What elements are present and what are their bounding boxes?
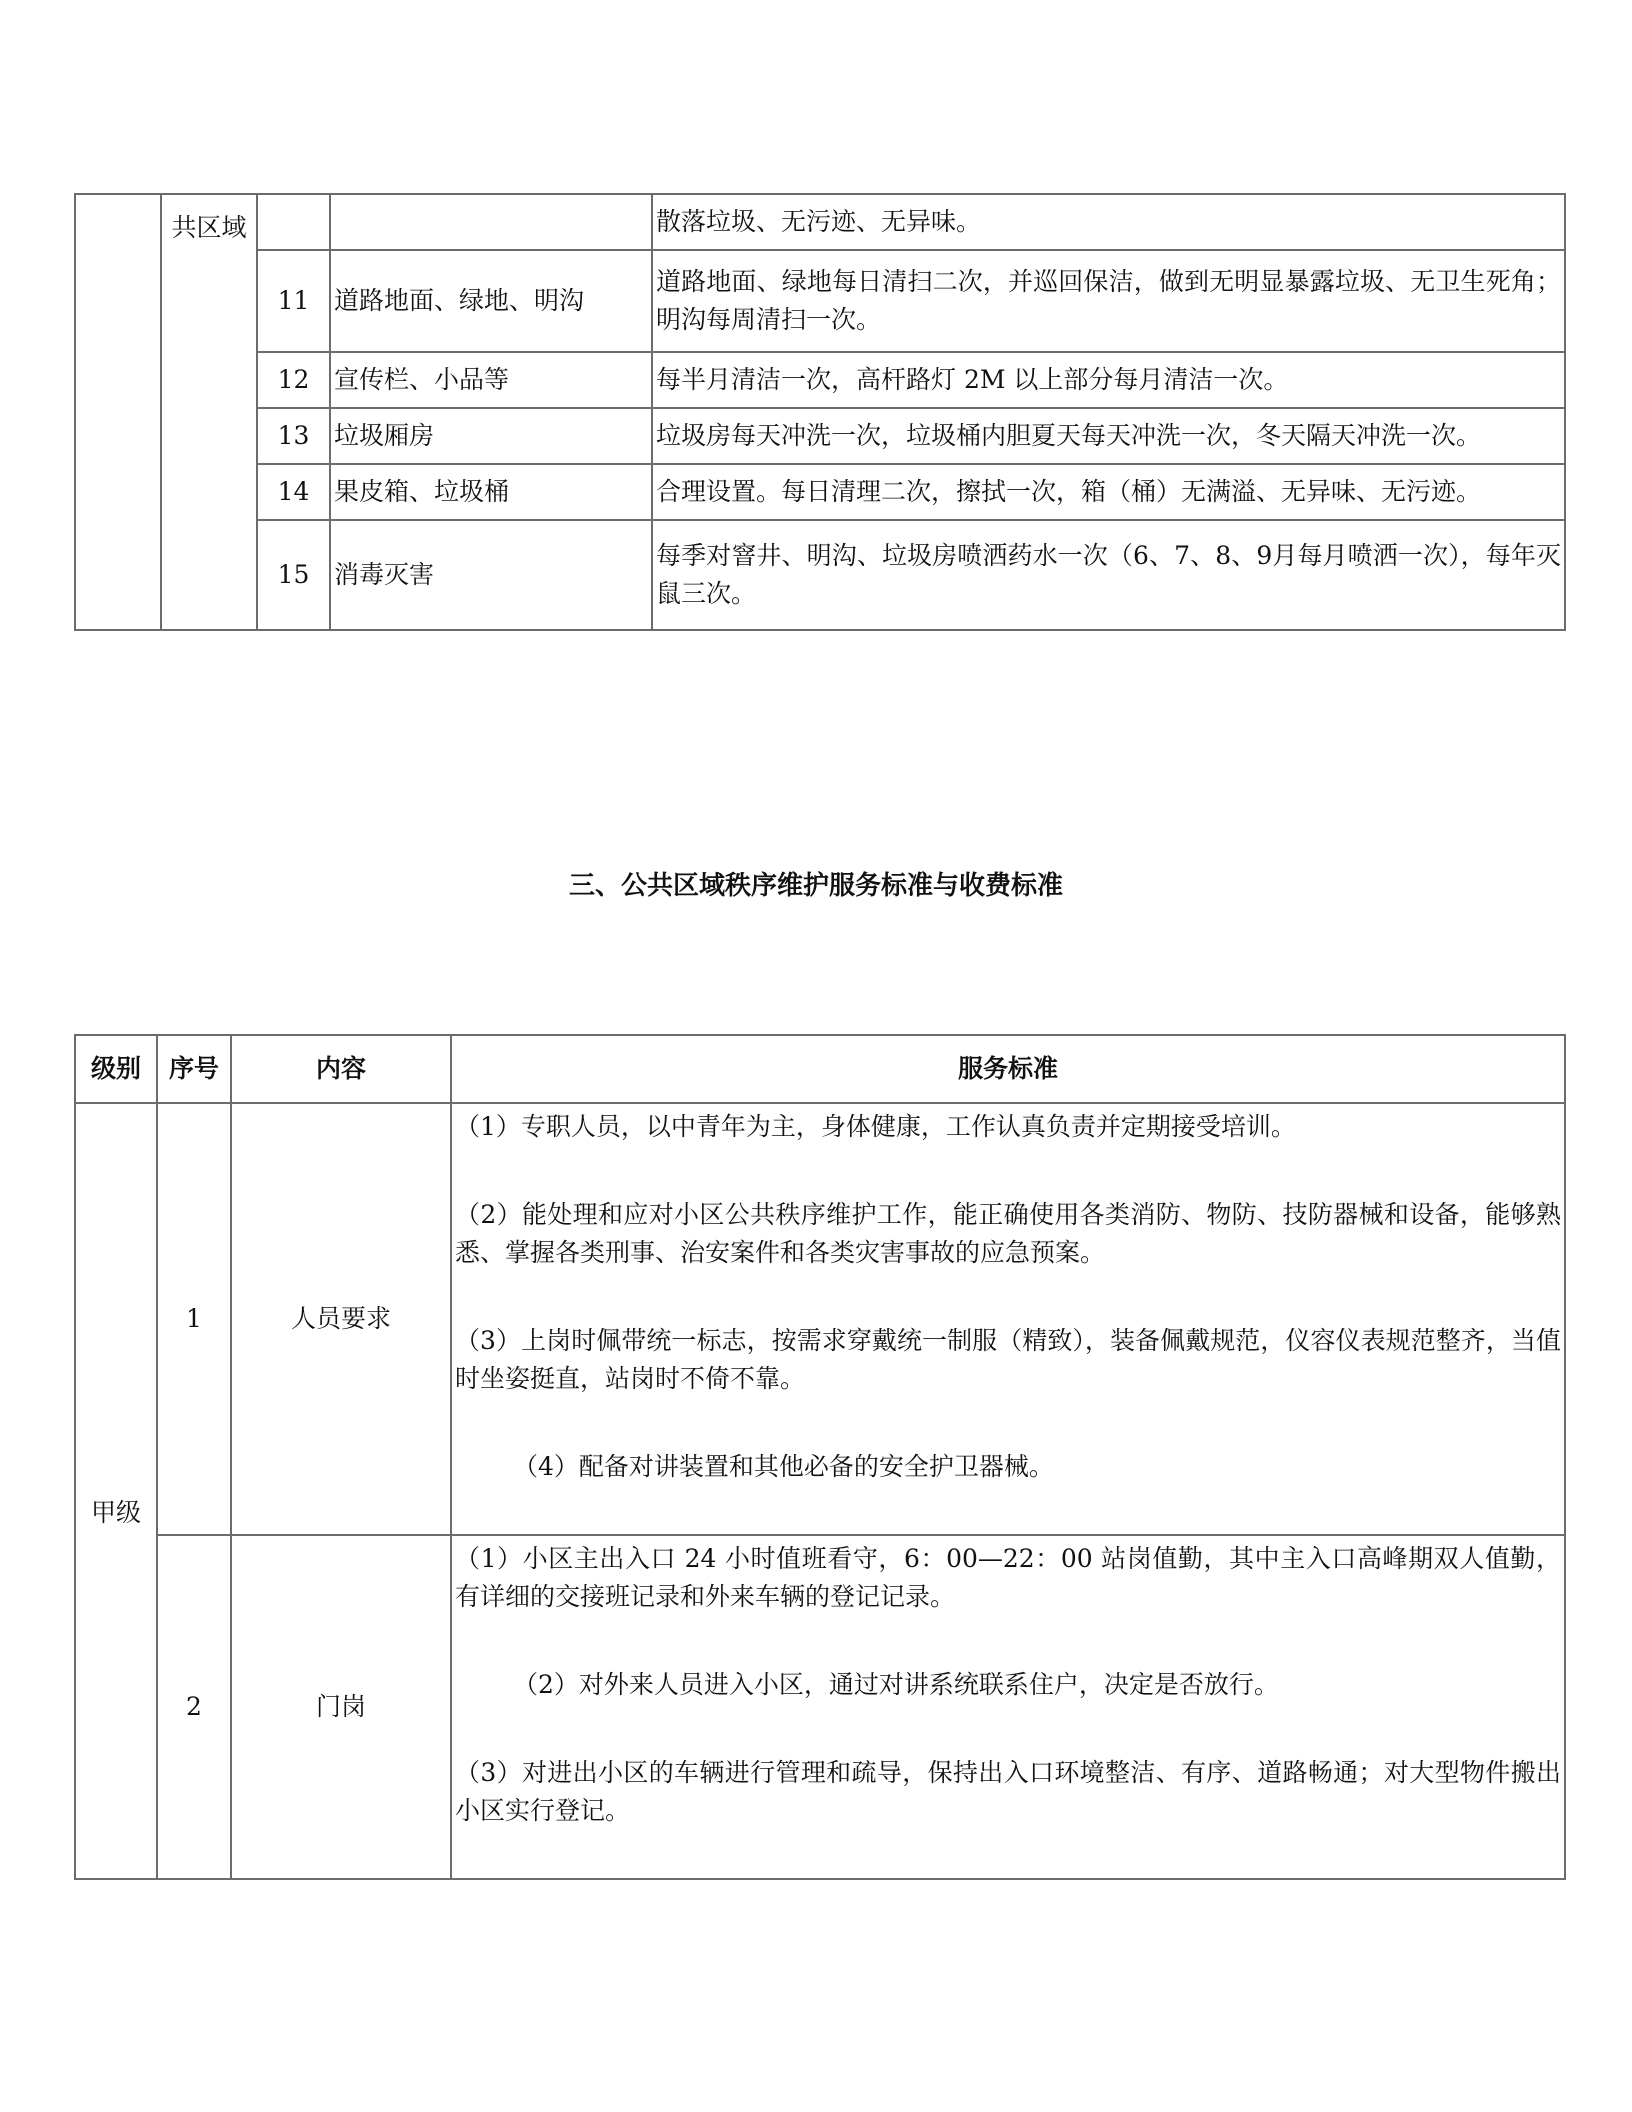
row-standard: 垃圾房每天冲洗一次，垃圾桶内胆夏天每天冲洗一次，冬天隔天冲洗一次。 [652, 408, 1565, 464]
header-number: 序号 [157, 1035, 231, 1103]
row-standard: 道路地面、绿地每日清扫二次，并巡回保洁，做到无明显暴露垃圾、无卫生死角；明沟每周清扫一次。 [652, 250, 1565, 352]
level-cell [75, 194, 161, 630]
standard-paragraph: （1）专职人员，以中青年为主，身体健康，工作认真负责并定期接受培训。 [455, 1112, 1296, 1141]
standard-paragraph: （3）上岗时佩带统一标志，按需求穿戴统一制服（精致），装备佩戴规范，仪容仪表规范整齐，当值时坐姿挺直，站岗时不倚不靠。 [455, 1326, 1561, 1393]
row-item: 垃圾厢房 [330, 408, 652, 464]
header-standard: 服务标准 [451, 1035, 1565, 1103]
table-row [75, 194, 1565, 250]
standard-paragraph: （2）对外来人员进入小区，通过对讲系统联系住户，决定是否放行。 [513, 1670, 1279, 1699]
row-item [330, 194, 652, 250]
header-level: 级别 [75, 1035, 157, 1103]
row-content: 门岗 [231, 1535, 451, 1879]
row-standard [451, 1535, 1565, 1879]
row-standard: 散落垃圾、无污迹、无异味。 [652, 194, 1565, 250]
level-cell: 甲级 [75, 1103, 157, 1879]
row-item: 宣传栏、小品等 [330, 352, 652, 408]
row-standard: 合理设置。每日清理二次，擦拭一次，箱（桶）无满溢、无异味、无污迹。 [652, 464, 1565, 520]
table-row [75, 464, 1565, 520]
order-maintenance-table [74, 1034, 1566, 1880]
row-item: 果皮箱、垃圾桶 [330, 464, 652, 520]
table-row [75, 352, 1565, 408]
table-row [75, 250, 1565, 352]
row-number [257, 194, 330, 250]
area-cell: 共区域 [161, 194, 257, 630]
standard-paragraph: （3）对进出小区的车辆进行管理和疏导，保持出入口环境整洁、有序、道路畅通；对大型物件搬出小区实行登记。 [455, 1758, 1561, 1825]
table-header-row [75, 1035, 1565, 1103]
header-content: 内容 [231, 1035, 451, 1103]
row-standard: 每半月清洁一次，高杆路灯 2M 以上部分每月清洁一次。 [652, 352, 1565, 408]
row-number: 14 [257, 464, 330, 520]
standard-paragraph: （1）小区主出入口 24 小时值班看守，6：00—22：00 站岗值勤，其中主入口高峰期双人值勤，有详细的交接班记录和外来车辆的登记记录。 [455, 1544, 1561, 1611]
row-number: 15 [257, 520, 330, 630]
row-standard: 每季对窨井、明沟、垃圾房喷洒药水一次（6、7、8、9月每月喷洒一次），每年灭鼠三次。 [652, 520, 1565, 630]
standard-paragraph: （4）配备对讲装置和其他必备的安全护卫器械。 [513, 1452, 1054, 1481]
row-number: 2 [157, 1535, 231, 1879]
section-title: 三、公共区域秩序维护服务标准与收费标准 [568, 871, 1063, 901]
table-row [75, 1103, 1565, 1535]
table-row [75, 408, 1565, 464]
row-content: 人员要求 [231, 1103, 451, 1535]
standard-paragraph: （2）能处理和应对小区公共秩序维护工作，能正确使用各类消防、物防、技防器械和设备，能够熟悉、掌握各类刑事、治安案件和各类灾害事故的应急预案。 [455, 1200, 1561, 1267]
row-item: 消毒灭害 [330, 520, 652, 630]
cleaning-standards-table [74, 193, 1566, 631]
row-item: 道路地面、绿地、明沟 [330, 250, 652, 352]
table-row [75, 1535, 1565, 1879]
table-row [75, 520, 1565, 630]
row-number: 11 [257, 250, 330, 352]
row-number: 13 [257, 408, 330, 464]
row-number: 1 [157, 1103, 231, 1535]
row-number: 12 [257, 352, 330, 408]
row-standard [451, 1103, 1565, 1535]
